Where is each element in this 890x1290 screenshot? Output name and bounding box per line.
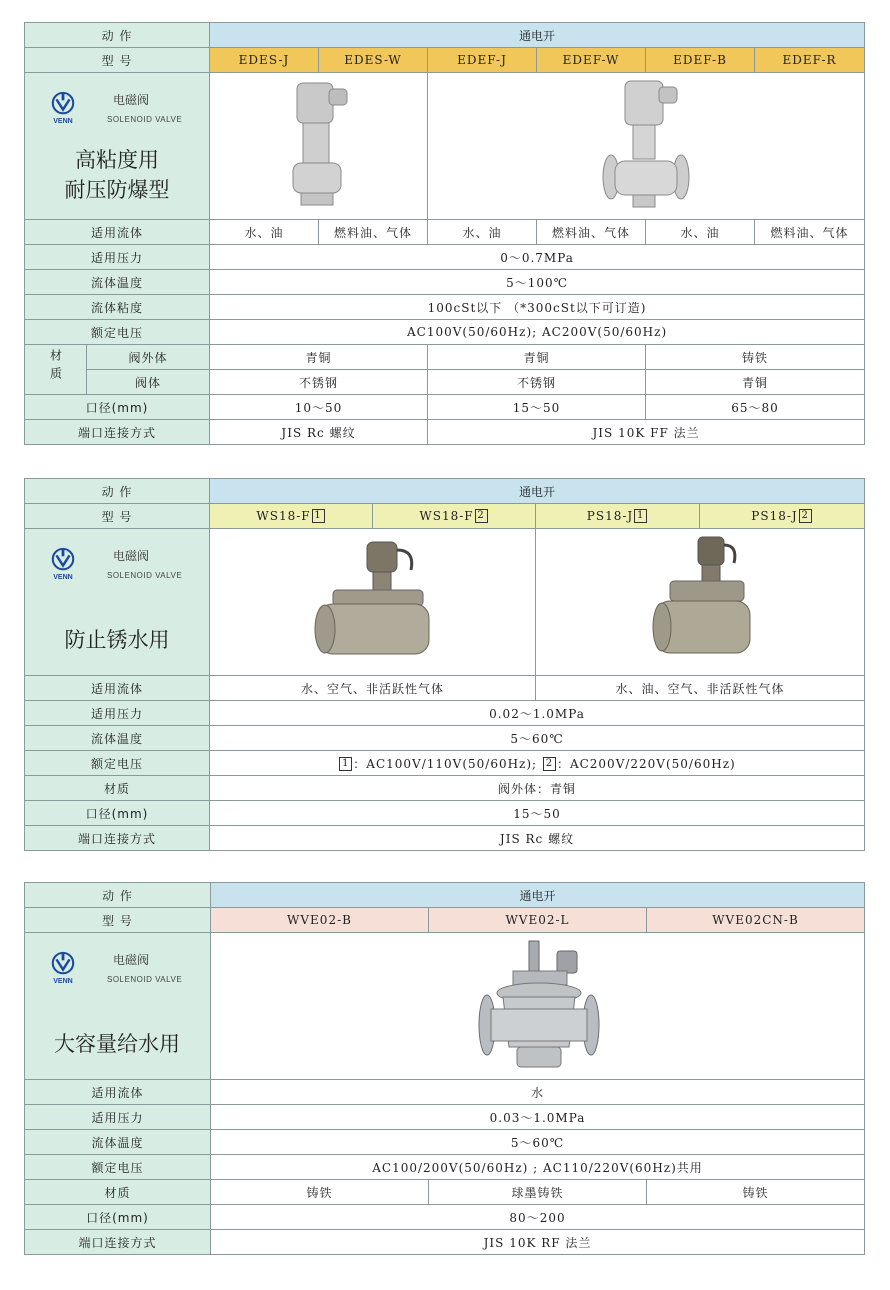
material-label: 材质 (25, 1180, 211, 1205)
brand-cn: 电磁阀 (113, 549, 150, 563)
model-cell: EDEF-W (537, 48, 646, 73)
pressure-label: 适用压力 (25, 245, 210, 270)
brand-cn: 电磁阀 (113, 93, 150, 107)
model-cell: EDEF-J (428, 48, 537, 73)
action-label: 动 作 (25, 883, 211, 908)
brand-panel (25, 529, 210, 676)
material-cell: 铸铁 (647, 1180, 865, 1205)
venn-logo: VENN (49, 547, 77, 581)
connection-label: 端口连接方式 (25, 420, 210, 445)
venn-logo: VENN (49, 951, 77, 985)
table-high-viscosity (24, 22, 865, 445)
category-title-line1: 高粘度用 (75, 148, 159, 172)
model-cell: EDEF-B (646, 48, 755, 73)
pressure-value: 0.02～1.0MPa (210, 701, 865, 726)
category-title: 大容量给水用 (54, 1032, 180, 1056)
model-cell: EDES-W (319, 48, 428, 73)
bore-value: 80～200 (211, 1205, 865, 1230)
model-cell: PS18-J 1 (536, 504, 700, 529)
temp-value: 5～60℃ (211, 1130, 865, 1155)
brand-en: SOLENOID VALVE (107, 571, 183, 580)
temp-label: 流体温度 (25, 270, 210, 295)
temp-value: 5～100℃ (210, 270, 865, 295)
connection-label: 端口连接方式 (25, 826, 210, 851)
connection-cell: JIS Rc 螺纹 (210, 420, 428, 445)
voltage-value: AC100V(50/60Hz); AC200V(50/60Hz) (210, 320, 865, 345)
fluid-cell: 燃料油、气体 (755, 220, 865, 245)
viscosity-label: 流体粘度 (25, 295, 210, 320)
bore-label: 口径(mm) (25, 801, 210, 826)
category-title-line2: 耐压防爆型 (64, 178, 170, 202)
action-label: 动 作 (25, 479, 210, 504)
brand-en: SOLENOID VALVE (107, 115, 183, 124)
model-cell: WVE02-L (429, 908, 647, 933)
model-cell: WVE02-B (211, 908, 429, 933)
fluid-cell: 燃料油、气体 (537, 220, 646, 245)
temp-label: 流体温度 (25, 726, 210, 751)
brand-cn: 电磁阀 (113, 953, 150, 967)
model-cell: WVE02CN-B (647, 908, 865, 933)
bore-cell: 10～50 (210, 395, 428, 420)
material-cell: 铸铁 (211, 1180, 429, 1205)
model-cell: EDES-J (210, 48, 319, 73)
valve-image-threaded (210, 73, 428, 220)
fluid-cell: 燃料油、气体 (319, 220, 428, 245)
model-cell: EDEF-R (755, 48, 865, 73)
valve-image-ws18 (210, 529, 536, 676)
pressure-label: 适用压力 (25, 1105, 211, 1130)
table-rust-prevention (24, 478, 865, 851)
action-value: 通电开 (210, 23, 865, 48)
material-label: 材质 (25, 776, 210, 801)
temp-value: 5～60℃ (210, 726, 865, 751)
table-large-capacity (24, 882, 865, 1255)
model-label: 型 号 (25, 504, 210, 529)
fluid-cell: 水、油 (428, 220, 537, 245)
fluid-value: 水 (211, 1080, 865, 1105)
action-value: 通电开 (211, 883, 865, 908)
connection-value: JIS Rc 螺纹 (210, 826, 865, 851)
body-cell: 不锈钢 (428, 370, 646, 395)
bore-label: 口径(mm) (25, 395, 210, 420)
voltage-label: 额定电压 (25, 1155, 211, 1180)
fluid-label: 适用流体 (25, 676, 210, 701)
bore-label: 口径(mm) (25, 1205, 211, 1230)
connection-label: 端口连接方式 (25, 1230, 211, 1255)
voltage-value: 1 ：AC100V/110V(50/60Hz); 2 ：AC200V/220V(50/60Hz) (210, 751, 865, 776)
model-cell: WS18-F 2 (373, 504, 536, 529)
body-outer-cell: 铸铁 (646, 345, 865, 370)
viscosity-value: 100cSt以下 （*300cSt以下可订造) (210, 295, 865, 320)
body-outer-cell: 青铜 (210, 345, 428, 370)
fluid-cell: 水、空气、非活跃性气体 (210, 676, 536, 701)
voltage-label: 额定电压 (25, 751, 210, 776)
bore-value: 15～50 (210, 801, 865, 826)
pressure-value: 0～0.7MPa (210, 245, 865, 270)
venn-logo: VENN (49, 91, 77, 125)
pressure-label: 适用压力 (25, 701, 210, 726)
action-label: 动 作 (25, 23, 210, 48)
body-cell: 不锈钢 (210, 370, 428, 395)
body-outer-label: 阀外体 (87, 345, 210, 370)
brand-panel (25, 73, 210, 220)
pressure-value: 0.03～1.0MPa (211, 1105, 865, 1130)
body-label: 阀体 (87, 370, 210, 395)
fluid-label: 适用流体 (25, 1080, 211, 1105)
fluid-cell: 水、油、空气、非活跃性气体 (536, 676, 865, 701)
fluid-cell: 水、油 (210, 220, 319, 245)
material-cell: 球墨铸铁 (429, 1180, 647, 1205)
fluid-label: 适用流体 (25, 220, 210, 245)
temp-label: 流体温度 (25, 1130, 211, 1155)
model-label: 型 号 (25, 48, 210, 73)
connection-cell: JIS 10K FF 法兰 (428, 420, 865, 445)
material-label: 材质 (25, 345, 87, 395)
material-value: 阀外体：青铜 (210, 776, 865, 801)
brand-panel (25, 933, 211, 1080)
fluid-cell: 水、油 (646, 220, 755, 245)
model-cell: PS18-J 2 (700, 504, 865, 529)
valve-image-wve02 (211, 933, 865, 1080)
body-cell: 青铜 (646, 370, 865, 395)
valve-image-flanged (428, 73, 865, 220)
model-label: 型 号 (25, 908, 211, 933)
action-value: 通电开 (210, 479, 865, 504)
model-cell: WS18-F 1 (210, 504, 373, 529)
bore-cell: 15～50 (428, 395, 646, 420)
body-outer-cell: 青铜 (428, 345, 646, 370)
bore-cell: 65～80 (646, 395, 865, 420)
connection-value: JIS 10K RF 法兰 (211, 1230, 865, 1255)
category-title: 防止锈水用 (64, 628, 170, 652)
voltage-label: 额定电压 (25, 320, 210, 345)
valve-image-ps18 (536, 529, 865, 676)
brand-en: SOLENOID VALVE (107, 975, 183, 984)
voltage-value: AC100/200V(50/60Hz) ; AC110/220V(60Hz)共用 (211, 1155, 865, 1180)
